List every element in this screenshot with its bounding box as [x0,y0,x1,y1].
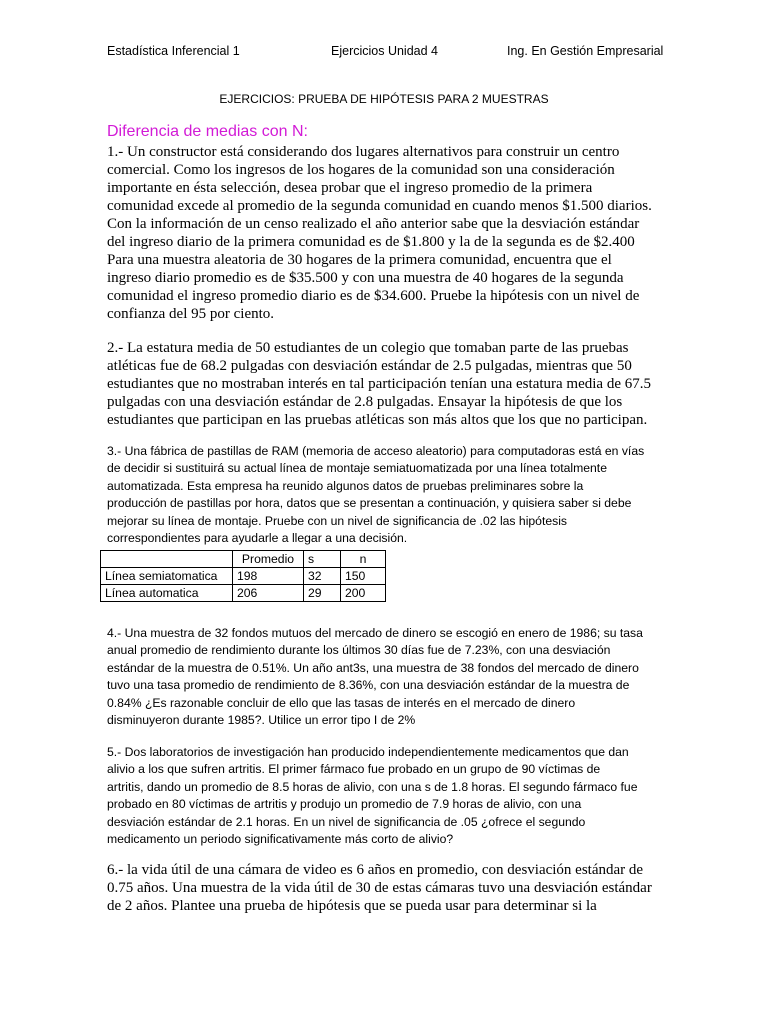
exercise-3-line: producción de pastillas por hora, datos que se presentan a continuación, y quisiera saber si debe [107,496,632,511]
table-cell: 200 [341,585,386,602]
exercise-4-line: disminuyeron durante 1985?. Utilice un error tipo I de 2% [107,713,416,728]
exercise-1-line: Para una muestra aleatoria de 30 hogares de la primera comunidad, encuentra que el [107,252,612,268]
table-cell: 32 [304,568,341,585]
exercise-1-line: 1.- Un constructor está considerando dos lugares alternativos para construir un centro [107,144,620,160]
exercise-5-line: artritis, dando un promedio de 8.5 horas de alivio, con una s de 1.8 horas. El segundo fármaco fue [107,779,638,794]
table-header-cell [101,551,233,568]
table-row [101,585,386,602]
exercise-3-line: correspondientes para ayudarle a llegar a una decisión. [107,531,408,546]
exercise-3-line: automatizada. Esta empresa ha reunido algunos datos de pruebas preliminares sobre la [107,478,584,493]
exercise-5-line: desviación estándar de 2.1 horas. En un nivel de significancia de .05 ¿ofrece el segundo [107,814,586,829]
section-heading: Diferencia de medias con N: [107,123,308,140]
exercise-3-line: de decidir si sustituirá su actual línea de montaje semiatuomatizada por una línea totalmente [107,461,607,476]
exercise-3-line: mejorar su línea de montaje. Pruebe con un nivel de significancia de .02 las hipótesis [107,513,568,528]
exercise-1 [107,143,667,323]
table-row [101,568,386,585]
table-cell: 29 [304,585,341,602]
exercise-1-line: comercial. Como los ingresos de los hogares de la comunidad son una consideración [107,162,615,178]
header-unit: Ejercicios Unidad 4 [331,44,438,58]
exercise-4-line: tuvo una tasa promedio de rendimiento de 8.36%, con una desviación estándar de la muestra de [107,678,630,693]
exercise-1-line: Con la información de un censo realizado el año anterior sabe que la desviación estándar [107,216,640,232]
exercise-4-line: 0.84% ¿Es razonable concluir de ello que las tasas de interés en el mercado de dinero [107,695,576,710]
exercise-1-line: del ingreso diario de la primera comunidad es de $1.800 y la de la segunda es de $2.400 [107,234,635,250]
document-title: EJERCICIOS: PRUEBA DE HIPÓTESIS PARA 2 MUESTRAS [219,92,549,106]
exercise-2-line: estudiantes que participan en las pruebas atléticas son más altos que los que no participan. [107,412,648,428]
exercise-3 [107,443,667,547]
table-header-cell: s [304,551,341,568]
table-header-row [101,551,386,568]
exercise-5-line: medicamento un periodo significativamente más corto de alivio? [107,832,454,847]
exercise-4 [107,625,667,729]
exercise-2-line: estudiantes que no mostraban interés en tal participación tenían una estatura media de 67.5 [107,376,651,392]
exercise-2-line: pulgadas con una desviación estándar de 2.8 pulgadas. Ensayar la hipótesis de que los [107,394,623,410]
exercise-1-line: importante en ésta selección, desea probar que el ingreso promedio de la primera [107,180,593,196]
exercise-4-line: estándar de la muestra de 0.51%. Un año ant3s, una muestra de 38 fondos del mercado de dinero [107,660,639,675]
exercise-1-line: ingreso diario promedio es de $35.500 y con una muestra de 40 hogares de la segunda [107,270,624,286]
exercise-5-line: alivio a los que sufren artritis. El primer fármaco fue probado en un grupo de 90 víctimas de [107,762,601,777]
table-cell: 206 [233,585,304,602]
exercise-5-line: probado en 80 víctimas de artritis y produjo un promedio de 7.9 horas de alivio, con una [107,797,582,812]
exercise-1-line: comunidad el ingreso promedio diario es de $34.600. Pruebe la hipótesis con un nivel de [107,288,640,304]
table-header-cell: Promedio [233,551,304,568]
exercise-6 [107,861,667,915]
exercise-4-line: anual promedio de rendimiento durante los últimos 30 días fue de 7.23%, con una desviación [107,643,611,658]
exercise-6-line: de 2 años. Plantee una prueba de hipótesis que se pueda usar para determinar si la [107,898,597,914]
table-header-cell: n [341,551,386,568]
page-header [107,44,667,64]
exercise-1-line: confianza del 95 por ciento. [107,306,275,322]
exercise-6-line: 0.75 años. Una muestra de la vida útil de 30 de estas cámaras tuvo una desviación estándar [107,880,652,896]
exercise-1-line: comunidad excede al promedio de la segunda comunidad en cuando menos $1.500 diarios. [107,198,652,214]
table-cell: Línea automatica [101,585,233,602]
table-cell: 150 [341,568,386,585]
exercise-2-line: atléticas fue de 68.2 pulgadas con desviación estándar de 2.5 pulgadas, mientras que 50 [107,358,632,374]
production-table [100,550,386,602]
header-program: Ing. En Gestión Empresarial [507,44,664,58]
table-cell: Línea semiatomatica [101,568,233,585]
table-cell: 198 [233,568,304,585]
exercise-2-line: 2.- La estatura media de 50 estudiantes de un colegio que tomaban parte de las pruebas [107,340,629,356]
exercise-6-line: 6.- la vida útil de una cámara de video es 6 años en promedio, con desviación estándar de [107,862,644,878]
exercise-3-line: 3.- Una fábrica de pastillas de RAM (memoria de acceso aleatorio) para computadoras está en vías [107,444,645,458]
header-course: Estadística Inferencial 1 [107,44,240,58]
exercise-5-line: 5.- Dos laboratorios de investigación han producido independientemente medicamentos que dan [107,745,629,759]
exercise-5 [107,744,667,848]
exercise-4-line: 4.- Una muestra de 32 fondos mutuos del mercado de dinero se escogió en enero de 1986; su tasa [107,626,643,640]
exercise-2 [107,339,667,429]
